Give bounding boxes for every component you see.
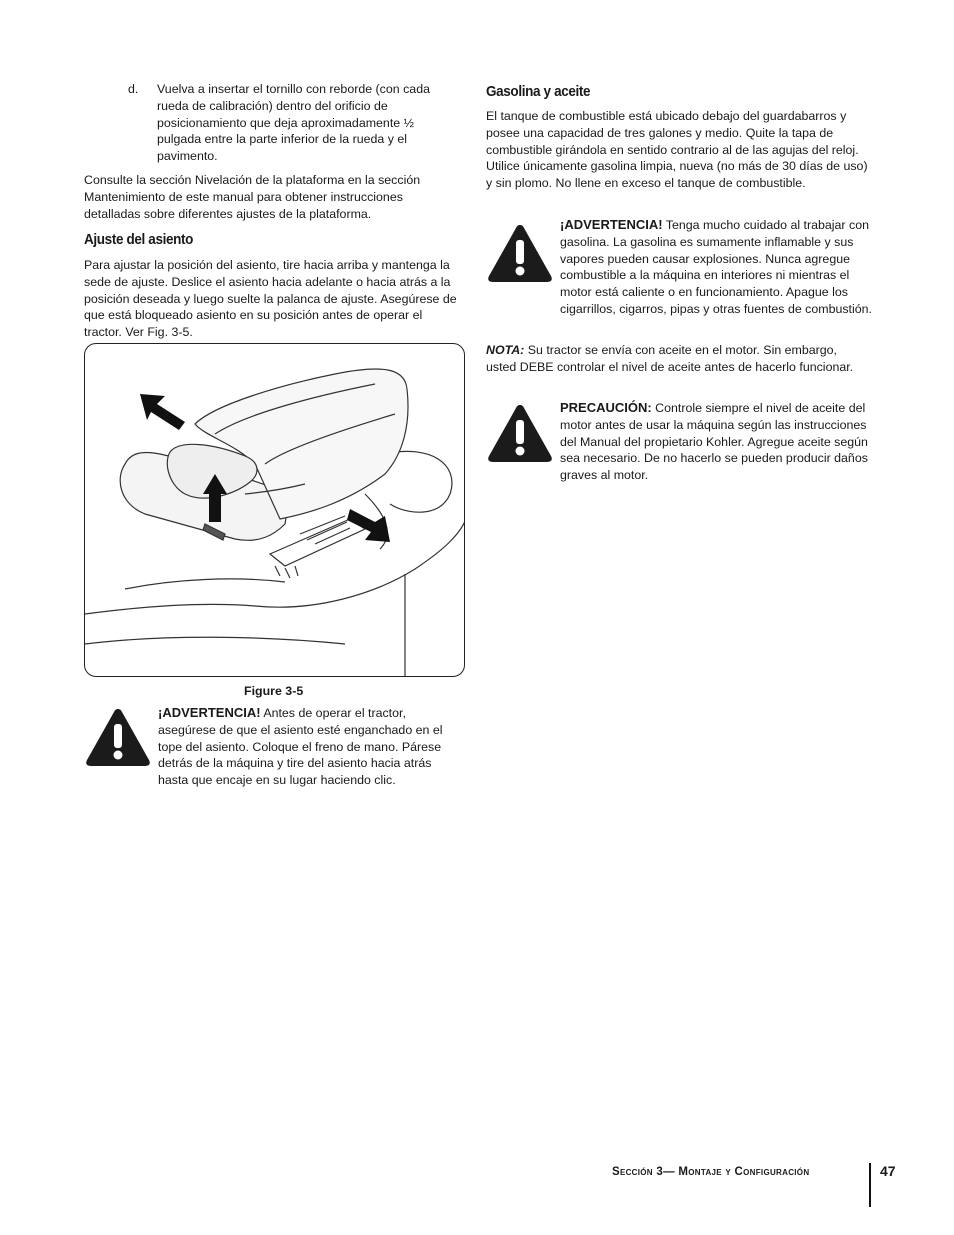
warning-triangle-icon [486, 402, 554, 464]
seat-warning [158, 705, 460, 789]
consult-paragraph: Consulte la sección Nivelación de la plataforma en la sección Mantenimiento de este manual para obtener instrucciones detalladas sobre diferentes ajustes de la plataforma. [84, 173, 421, 221]
seat-figure [84, 343, 465, 677]
footer-section-title: Sección 3— Montaje y Configuración [612, 1166, 810, 1178]
caution-text: Controle siempre el nivel de aceite del motor antes de usar la máquina según las instrucciones del Manual del propietario Kohler. Agregue aceite según sea necesario. De no hacerlo se pueden producir daños graves al motor. [560, 401, 868, 483]
oil-caution [560, 400, 870, 484]
warning-lead: ¡ADVERTENCIA! [560, 217, 663, 232]
oil-note [486, 342, 862, 376]
page-number: 47 [880, 1163, 896, 1179]
warning-lead: ¡ADVERTENCIA! [158, 705, 261, 720]
note-text: Su tractor se envía con aceite en el motor. Sin embargo, usted DEBE controlar el nivel de aceite antes de hacerlo funcionar. [486, 343, 854, 374]
fuel-warning [560, 217, 872, 318]
warning-triangle-icon [486, 222, 554, 284]
figure-caption: Figure 3-5 [244, 684, 304, 698]
fuel-heading: Gasolina y aceite [486, 83, 591, 100]
warning-triangle-icon [84, 706, 152, 768]
list-marker: d. [128, 82, 139, 96]
seat-heading: Ajuste del asiento [84, 231, 194, 248]
fuel-paragraph: El tanque de combustible está ubicado debajo del guardabarros y posee una capacidad de tres galones y medio. Quite la tapa de combustible girándola en sentido contrario al de las agujas del reloj. Utilice únicamente gasolina limpia, nueva (no más de 30 días de uso) y sin plomo. No llene en exceso el tanque de combustible. [486, 109, 868, 191]
note-lead: NOTA: [486, 343, 525, 357]
caution-lead: PRECAUCIÓN: [560, 400, 652, 415]
list-item-text: Vuelva a insertar el tornillo con reborde (con cada rueda de calibración) dentro del orificio de posicionamiento que deja aproximadamente ½ pulgada entre la parte inferior de la rueda y el pavimento. [157, 82, 430, 164]
footer-divider [869, 1163, 871, 1207]
seat-illustration [85, 344, 465, 677]
warning-text: Tenga mucho cuidado al trabajar con gasolina. La gasolina es sumamente inflamable y sus vapores pueden causar explosiones. Nunca agregue combustible a la máquina en interiores ni mientras el motor está caliente o en funcionamiento. Apague los cigarrillos, cigarros, pipas y otras fuentes de combustión. [560, 218, 872, 316]
seat-paragraph: Para ajustar la posición del asiento, tire hacia arriba y mantenga la sede de ajuste. Deslice el asiento hacia adelante o hacia atrás a la posición deseada y luego suelte la palanca de ajuste. Asegúrese de que está bloqueado asiento en su posición antes de operar el tractor. Ver Fig. 3-5. [84, 258, 457, 340]
warning-text: Antes de operar el tractor, asegúrese de que el asiento esté enganchado en el tope del asiento. Coloque el freno de mano. Párese detrás de la máquina y tire del asiento hacia atrás hasta que encaje en su lugar haciendo clic. [158, 706, 443, 788]
